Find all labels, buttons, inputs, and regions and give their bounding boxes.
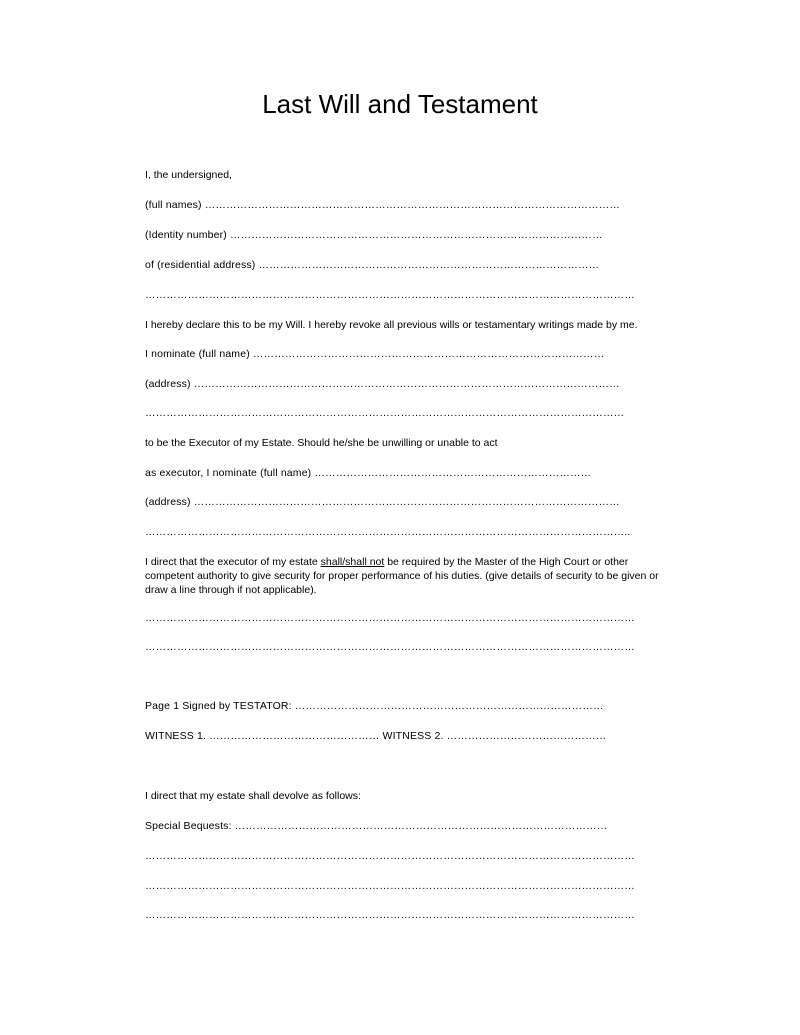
- shall-shall-not-option: shall/shall not: [320, 556, 385, 568]
- estate-devolve-text: I direct that my estate shall devolve as follows:: [145, 790, 361, 802]
- security-direction-text-end: be required by the Master of the High Court or other competent authority to give security for proper performance of his duties. (give details of security to be given or draw a line through if not applicable).: [145, 556, 659, 596]
- security-direction-text-start: I direct that the executor of my estate: [145, 556, 321, 568]
- testator-signature-field[interactable]: Page 1 Signed by TESTATOR: ……………………………………………………………………………: [145, 700, 604, 712]
- full-names-field[interactable]: (full names) ………………………………………………………………………………………………………: [145, 199, 621, 211]
- alternate-executor-address-continuation-field[interactable]: ………………………………………………………………………………………………………………………..: [145, 526, 631, 538]
- executor-address-field[interactable]: (address) …………………………………………………………………………………………………………: [145, 378, 620, 390]
- special-bequests-continuation-field-2[interactable]: …………………………………………………………………………………………………………………………: [145, 880, 635, 892]
- alternate-executor-name-field[interactable]: as executor, I nominate (full name) ……………………………………………………………………: [145, 467, 592, 479]
- special-bequests-field[interactable]: Special Bequests: ……………………………………………………………………………………………: [145, 820, 608, 832]
- residential-address-field[interactable]: of (residential address) ……………………………………………………………………………………: [145, 259, 600, 271]
- executor-clause-text: to be the Executor of my Estate. Should he/she be unwilling or unable to act: [145, 437, 498, 449]
- special-bequests-continuation-field-1[interactable]: …………………………………………………………………………………………………………………………: [145, 850, 635, 862]
- document-title: Last Will and Testament: [262, 89, 538, 119]
- witness-signature-fields[interactable]: WITNESS 1. ………………………………………… WITNESS 2. ………………………………………: [145, 730, 607, 742]
- alternate-executor-address-field[interactable]: (address) …………………………………………………………………………………………………………: [145, 496, 620, 508]
- residential-address-continuation-field[interactable]: …………………………………………………………………………………………………………………………: [145, 289, 635, 301]
- undersigned-line: I, the undersigned,: [145, 169, 232, 181]
- identity-number-field[interactable]: (Identity number) ……………………………………………………………………………………………: [145, 229, 603, 241]
- special-bequests-continuation-field-3[interactable]: …………………………………………………………………………………………………………………………: [145, 909, 635, 921]
- security-details-field-1[interactable]: …………………………………………………………………………………………………………………………: [145, 612, 635, 624]
- security-details-field-2[interactable]: …………………………………………………………………………………………………………………………: [145, 641, 635, 653]
- declaration-text: I hereby declare this to be my Will. I hereby revoke all previous wills or testamentary writings made by me.: [145, 319, 638, 331]
- security-direction-paragraph: [145, 555, 660, 597]
- executor-address-continuation-field[interactable]: ………………………………………………………………………………………………………………………: [145, 407, 625, 419]
- executor-name-field[interactable]: I nominate (full name) ………………………………………………………………………………………: [145, 348, 605, 360]
